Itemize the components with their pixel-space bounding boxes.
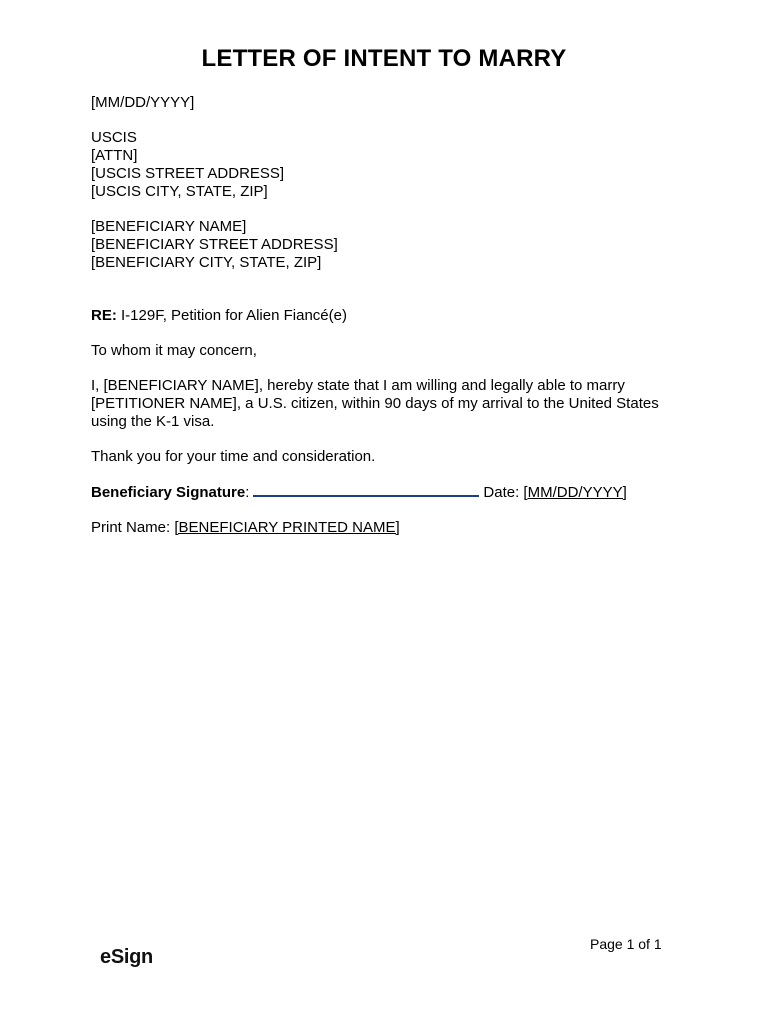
recipient-street: [USCIS STREET ADDRESS]: [91, 165, 285, 182]
sender-city: [BENEFICIARY CITY, STATE, ZIP]: [91, 254, 322, 271]
recipient-city: [USCIS CITY, STATE, ZIP]: [91, 183, 268, 200]
sender-street: [BENEFICIARY STREET ADDRESS]: [91, 236, 338, 253]
date-value: [MM/DD/YYYY]: [523, 484, 627, 501]
closing: Thank you for your time and consideration.: [91, 448, 376, 465]
esign-logo: eSign: [100, 946, 153, 968]
signature-colon: :: [245, 484, 250, 501]
date-label: Date:: [483, 484, 524, 501]
body-line: I, [BENEFICIARY NAME], hereby state that I am willing and legally able to marry: [91, 377, 625, 394]
recipient-org: USCIS: [91, 129, 137, 146]
signature-row: [91, 483, 681, 502]
recipient-attn: [ATTN]: [91, 147, 138, 164]
body-line: [PETITIONER NAME], a U.S. citizen, within 90 days of my arrival to the United States: [91, 395, 659, 412]
signature-label: Beneficiary Signature: [91, 484, 246, 501]
print-name-label: Print Name:: [91, 519, 175, 536]
re-line: [91, 307, 681, 325]
body-paragraph: [91, 377, 676, 431]
print-name-row: [91, 519, 681, 537]
signature-field[interactable]: [253, 483, 479, 497]
sender-name: [BENEFICIARY NAME]: [91, 218, 247, 235]
print-name-value: [BENEFICIARY PRINTED NAME]: [174, 519, 400, 536]
page-number: Page 1 of 1: [590, 936, 662, 952]
re-label: RE:: [91, 307, 117, 324]
letter-body: [91, 94, 681, 537]
document-title: LETTER OF INTENT TO MARRY: [201, 45, 567, 72]
salutation: To whom it may concern,: [91, 342, 257, 359]
letter-date: [MM/DD/YYYY]: [91, 94, 195, 111]
re-text: I-129F, Petition for Alien Fiancé(e): [116, 307, 347, 324]
body-line: using the K-1 visa.: [91, 413, 215, 430]
